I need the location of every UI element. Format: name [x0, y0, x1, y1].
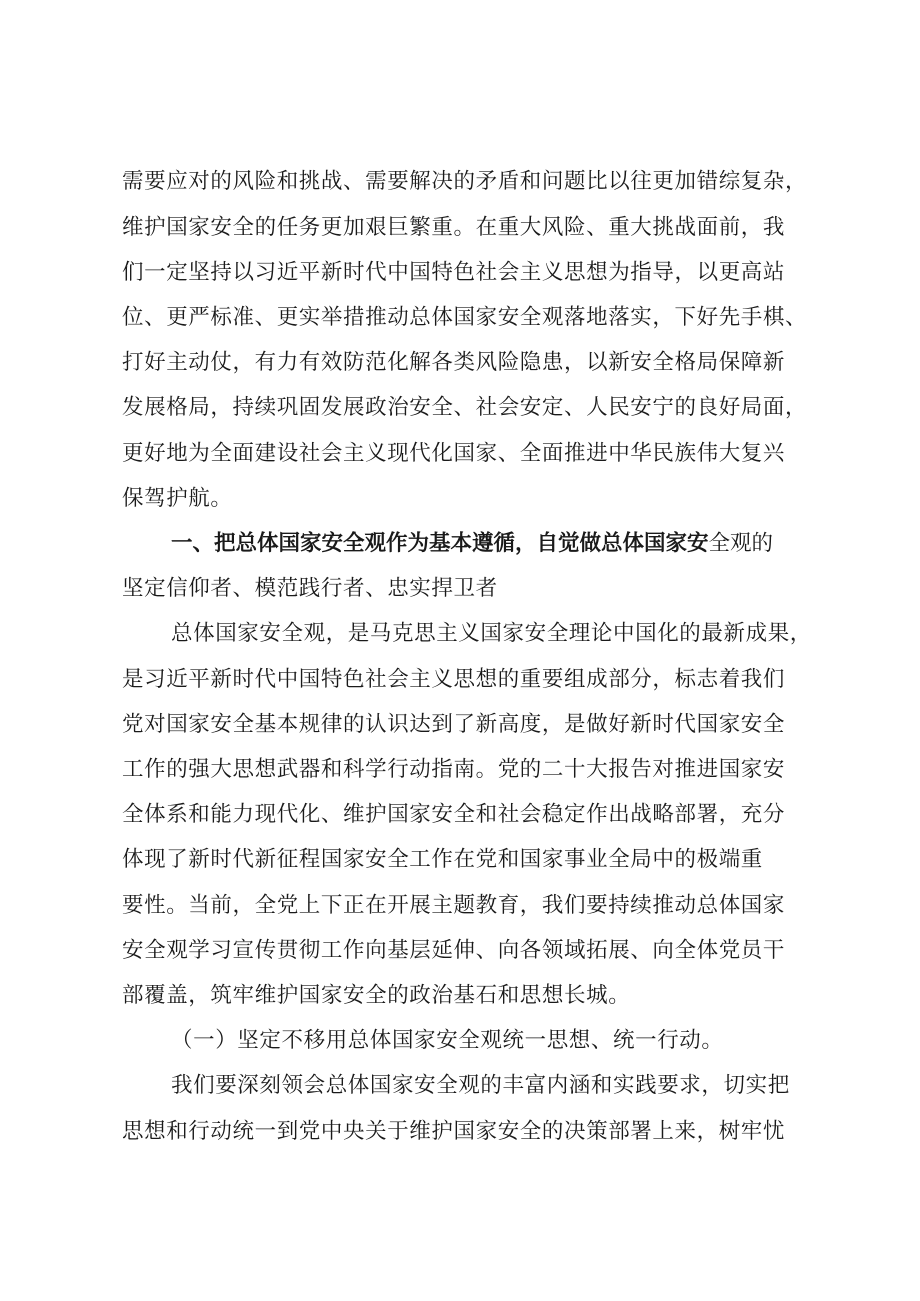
- p2-line-1: 总体国家安全观，是马克思主义国家安全理论中国化的最新成果，: [171, 621, 812, 646]
- p1-line-7: 更好地为全面建设社会主义现代化国家、全面推进中华民族伟大复兴: [122, 441, 786, 466]
- p1-line-2: 维护国家安全的任务更加艰巨繁重。在重大风险、重大挑战面前，我: [122, 215, 786, 240]
- p2-line-8: 安全观学习宣传贯彻工作向基层延伸、向各领域拓展、向全体党员干: [122, 938, 786, 963]
- p2-line-9: 部覆盖，筑牢维护国家安全的政治基石和思想长城。: [122, 983, 631, 1008]
- section-heading-1-bold: 一、把总体国家安全观作为基本遵循，自觉做总体国家安: [171, 531, 709, 556]
- p1-line-4: 位、更严标准、更实举措推动总体国家安全观落地落实，下好先手棋、: [122, 305, 808, 330]
- p1-line-1: 需要应对的风险和挑战、需要解决的矛盾和问题比以往更加错综复杂，: [122, 169, 808, 194]
- p2-line-7: 要性。当前，全党上下正在开展主题教育，我们要持续推动总体国家: [122, 893, 786, 918]
- p2-line-6: 体现了新时代新征程国家安全工作在党和国家事业全局中的极端重: [122, 847, 763, 872]
- section-heading-1-tail: 全观的: [708, 531, 774, 556]
- p1-line-6: 发展格局，持续巩固发展政治安全、社会安定、人民安宁的良好局面，: [122, 395, 808, 420]
- p2-line-3: 党对国家安全基本规律的认识达到了新高度，是做好新时代国家安全: [122, 712, 786, 737]
- p1-line-8: 保驾护航。: [122, 486, 233, 511]
- section-heading-1: [171, 530, 773, 558]
- p2-line-2: 是习近平新时代中国特色社会主义思想的重要组成部分，标志着我们: [122, 667, 786, 692]
- p2-line-4: 工作的强大思想武器和科学行动指南。党的二十大报告对推进国家安: [122, 757, 786, 782]
- p3-line-1: 我们要深刻领会总体国家安全观的丰富内涵和实践要求，切实把: [171, 1073, 790, 1098]
- section-heading-1-line-2: 坚定信仰者、模范践行者、忠实捍卫者: [122, 576, 498, 601]
- p3-line-2: 思想和行动统一到党中央关于维护国家安全的决策部署上来，树牢忧: [122, 1119, 786, 1144]
- p1-line-5: 打好主动仗，有力有效防范化解各类风险隐患，以新安全格局保障新: [122, 350, 786, 375]
- p1-line-3: 们一定坚持以习近平新时代中国特色社会主义思想为指导，以更高站: [122, 260, 786, 285]
- p2-line-5: 全体系和能力现代化、维护国家安全和社会稳定作出战略部署，充分: [122, 802, 786, 827]
- subheading-1: （一）坚定不移用总体国家安全观统一思想、统一行动。: [171, 1028, 724, 1053]
